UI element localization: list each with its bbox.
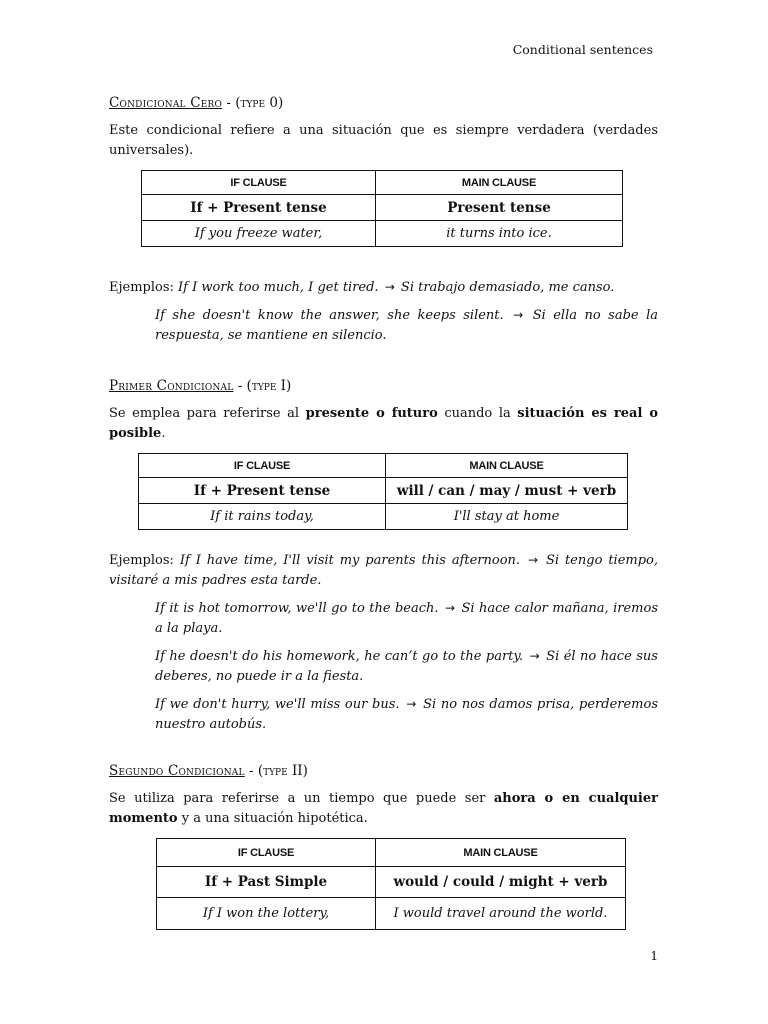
example-spanish: Si él no hace sus deberes, no puede ir a la fiesta. <box>155 649 658 684</box>
section-description <box>109 404 658 444</box>
right-arrow-icon: → <box>527 553 539 567</box>
right-arrow-icon: → <box>529 649 540 663</box>
right-arrow-icon: → <box>406 697 417 711</box>
table-row-formula <box>157 867 626 898</box>
main-clause-header: MAIN CLAUSE <box>376 171 623 195</box>
clause-table <box>138 453 628 530</box>
example-english: If I have time, I'll visit my parents this afternoon. <box>179 553 521 568</box>
example-english: If he doesn't do his homework, he can’t go to the party. <box>155 649 524 664</box>
main-clause-formula: will / can / may / must + verb <box>386 478 628 504</box>
section-title <box>109 376 658 396</box>
if-clause-formula: If + Present tense <box>139 478 386 504</box>
section-second-conditional <box>109 761 658 930</box>
section-title <box>109 761 658 781</box>
section-description <box>109 789 658 829</box>
main-clause-formula: would / could / might + verb <box>376 867 626 898</box>
right-arrow-icon: → <box>444 601 456 615</box>
table-row-example <box>139 504 628 530</box>
main-clause-example: it turns into ice. <box>376 221 623 247</box>
if-clause-header: IF CLAUSE <box>139 454 386 478</box>
example-item <box>109 277 658 298</box>
examples-label: Ejemplos: <box>109 553 180 568</box>
examples-block <box>109 277 658 346</box>
page-number: 1 <box>650 949 658 963</box>
examples-block <box>109 550 658 735</box>
section-name: Segundo Condicional <box>109 763 245 779</box>
section-description: Este condicional refiere a una situación que es siempre verdadera (verdades universales). <box>109 123 658 158</box>
example-item <box>155 598 658 639</box>
if-clause-formula: If + Past Simple <box>157 867 376 898</box>
if-clause-example: If you freeze water, <box>142 221 376 247</box>
description-text: Se utiliza para referirse a un tiempo que puede ser <box>109 791 494 806</box>
description-text: cuando la <box>437 406 518 421</box>
description-emphasis: ahora o en cualquier momento <box>109 791 658 826</box>
if-clause-header: IF CLAUSE <box>142 171 376 195</box>
main-clause-formula: Present tense <box>376 195 623 221</box>
example-english: If she doesn't know the answer, she keeps silent. <box>155 308 504 323</box>
table-row-example <box>142 221 623 247</box>
running-header: Conditional sentences <box>512 42 653 57</box>
if-clause-header: IF CLAUSE <box>157 839 376 867</box>
section-zero-conditional <box>109 93 658 346</box>
section-first-conditional <box>109 376 658 735</box>
description-emphasis: situación es real o posible <box>109 406 659 441</box>
main-clause-header: MAIN CLAUSE <box>386 454 628 478</box>
clause-table <box>156 838 626 930</box>
example-spanish: Si no nos damos prisa, perderemos nuestro autobús. <box>155 697 658 732</box>
example-spanish: Si hace calor mañana, iremos a la playa. <box>155 601 658 636</box>
section-type: - (type 0) <box>222 95 284 111</box>
right-arrow-icon: → <box>384 280 395 294</box>
section-title <box>109 93 658 113</box>
example-item <box>155 646 658 687</box>
section-name: Condicional Cero <box>109 95 223 111</box>
table-header-row <box>139 454 628 478</box>
description-text: . <box>161 426 166 441</box>
description-emphasis: presente o futuro <box>305 406 438 421</box>
if-clause-example: If it rains today, <box>139 504 386 530</box>
examples-label: Ejemplos: <box>109 280 179 295</box>
right-arrow-icon: → <box>513 308 524 322</box>
section-type: - (type I) <box>233 378 292 394</box>
description-text: y a una situación hipotética. <box>177 811 368 826</box>
description-text: Se emplea para referirse al <box>109 406 306 421</box>
table-header-row <box>157 839 626 867</box>
if-clause-example: If I won the lottery, <box>157 898 376 930</box>
table-header-row <box>142 171 623 195</box>
section-type: - (type II) <box>244 763 308 779</box>
clause-table <box>141 170 623 247</box>
example-english: If it is hot tomorrow, we'll go to the beach. <box>155 601 439 616</box>
example-english: If I work too much, I get tired. <box>178 280 379 295</box>
example-item <box>109 550 658 591</box>
table-row-formula <box>139 478 628 504</box>
example-english: If we don't hurry, we'll miss our bus. <box>155 697 400 712</box>
example-item <box>155 305 658 346</box>
example-spanish: Si tengo tiempo, visitaré a mis padres esta tarde. <box>109 553 658 588</box>
main-clause-example: I'll stay at home <box>386 504 628 530</box>
table-row-formula <box>142 195 623 221</box>
if-clause-formula: If + Present tense <box>142 195 376 221</box>
main-clause-example: I would travel around the world. <box>376 898 626 930</box>
table-row-example <box>157 898 626 930</box>
example-item <box>155 694 658 735</box>
example-spanish: Si ella no sabe la respuesta, se mantiene en silencio. <box>155 308 658 343</box>
main-clause-header: MAIN CLAUSE <box>376 839 626 867</box>
section-name: Primer Condicional <box>109 378 234 394</box>
example-spanish: Si trabajo demasiado, me canso. <box>400 280 615 295</box>
